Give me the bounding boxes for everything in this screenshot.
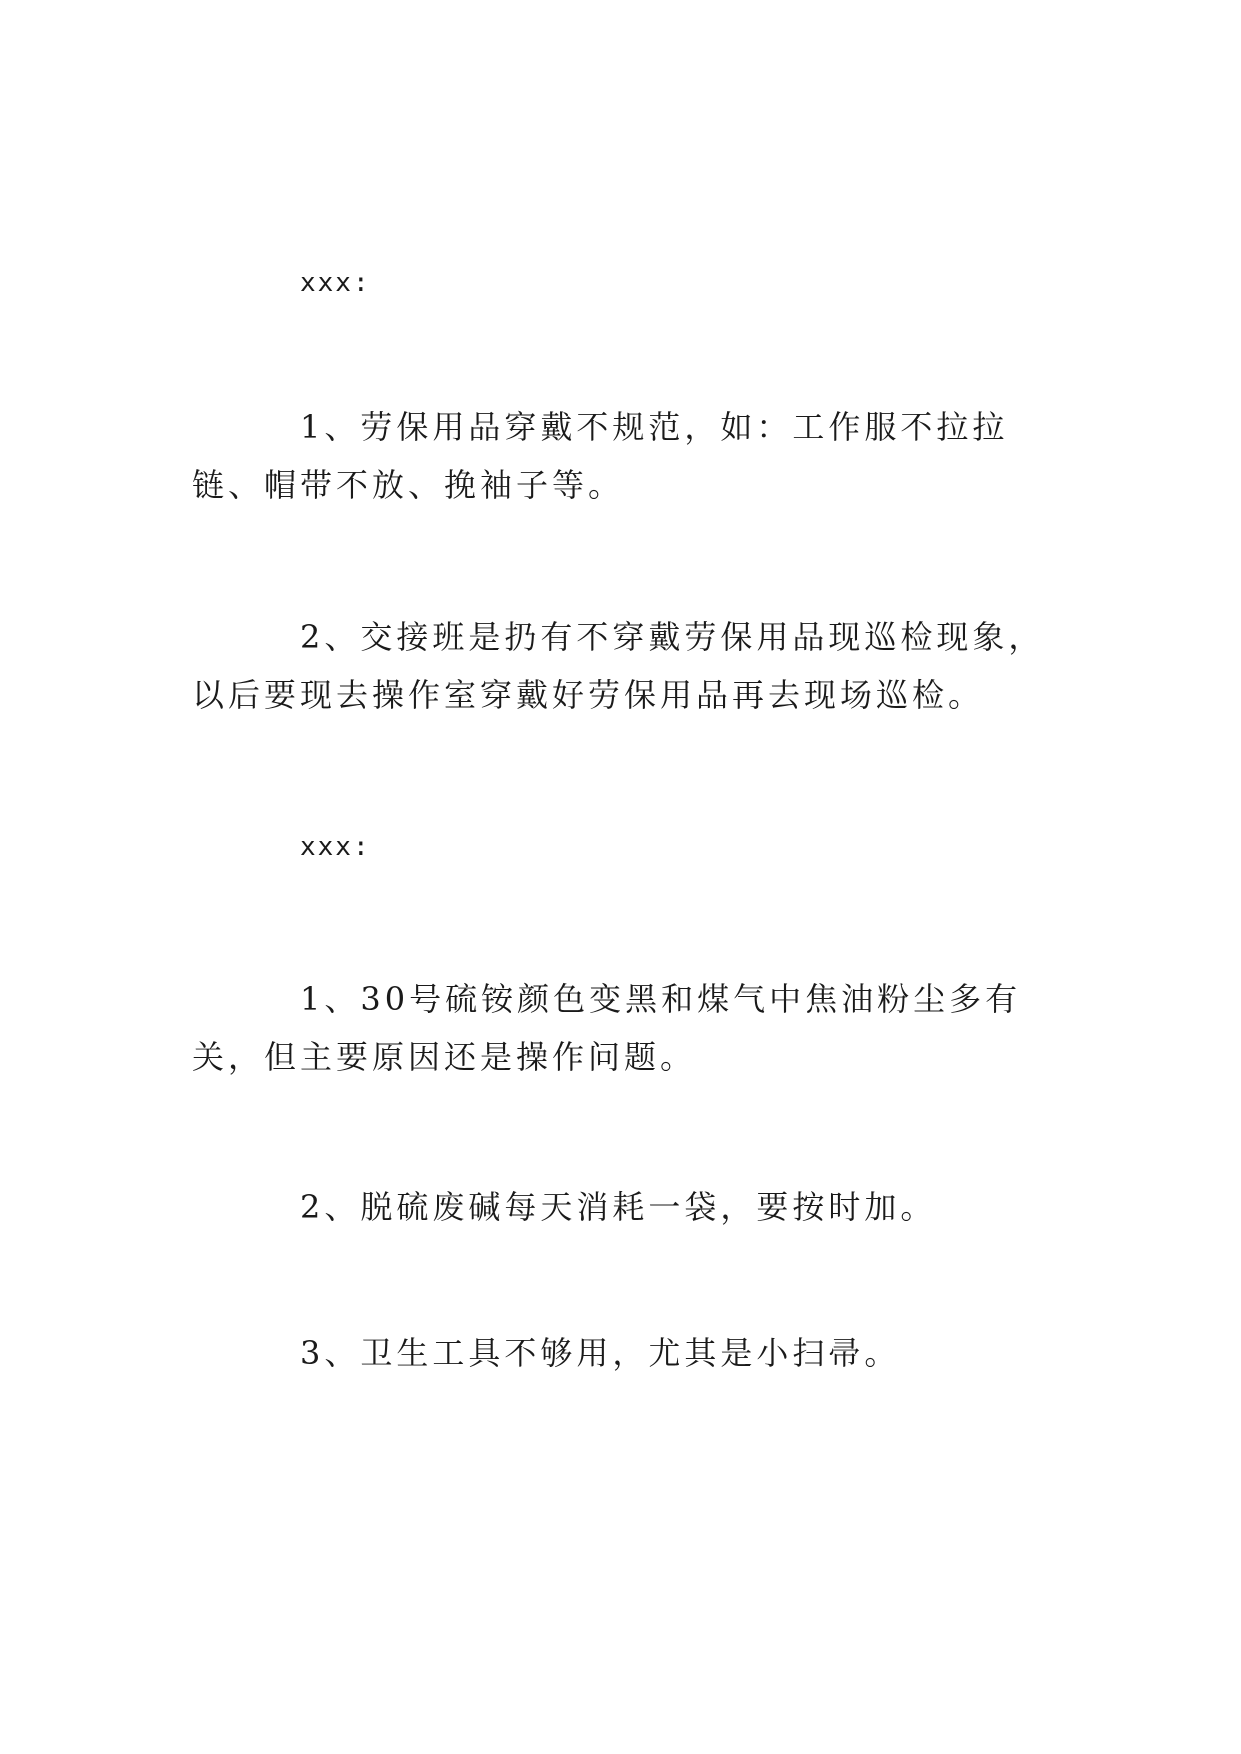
- section-2-item-2: 2、脱硫废碱每天消耗一袋，要按时加。: [300, 1188, 937, 1226]
- section-1-item-2: 2、交接班是扔有不穿戴劳保用品现巡检现象，以后要现去操作室穿戴好劳保用品再去现场巡检。: [192, 618, 1045, 714]
- section-heading-2: xxx:: [300, 832, 371, 862]
- section-1-item-1: 1、劳保用品穿戴不规范，如：工作服不拉拉链、帽带不放、挽袖子等。: [192, 408, 1009, 504]
- section-heading-1: xxx:: [300, 268, 371, 298]
- section-2-item-1: 1、30号硫铵颜色变黑和煤气中焦油粉尘多有关，但主要原因还是操作问题。: [192, 980, 1022, 1076]
- section-2-item-3: 3、卫生工具不够用，尤其是小扫帚。: [300, 1334, 901, 1372]
